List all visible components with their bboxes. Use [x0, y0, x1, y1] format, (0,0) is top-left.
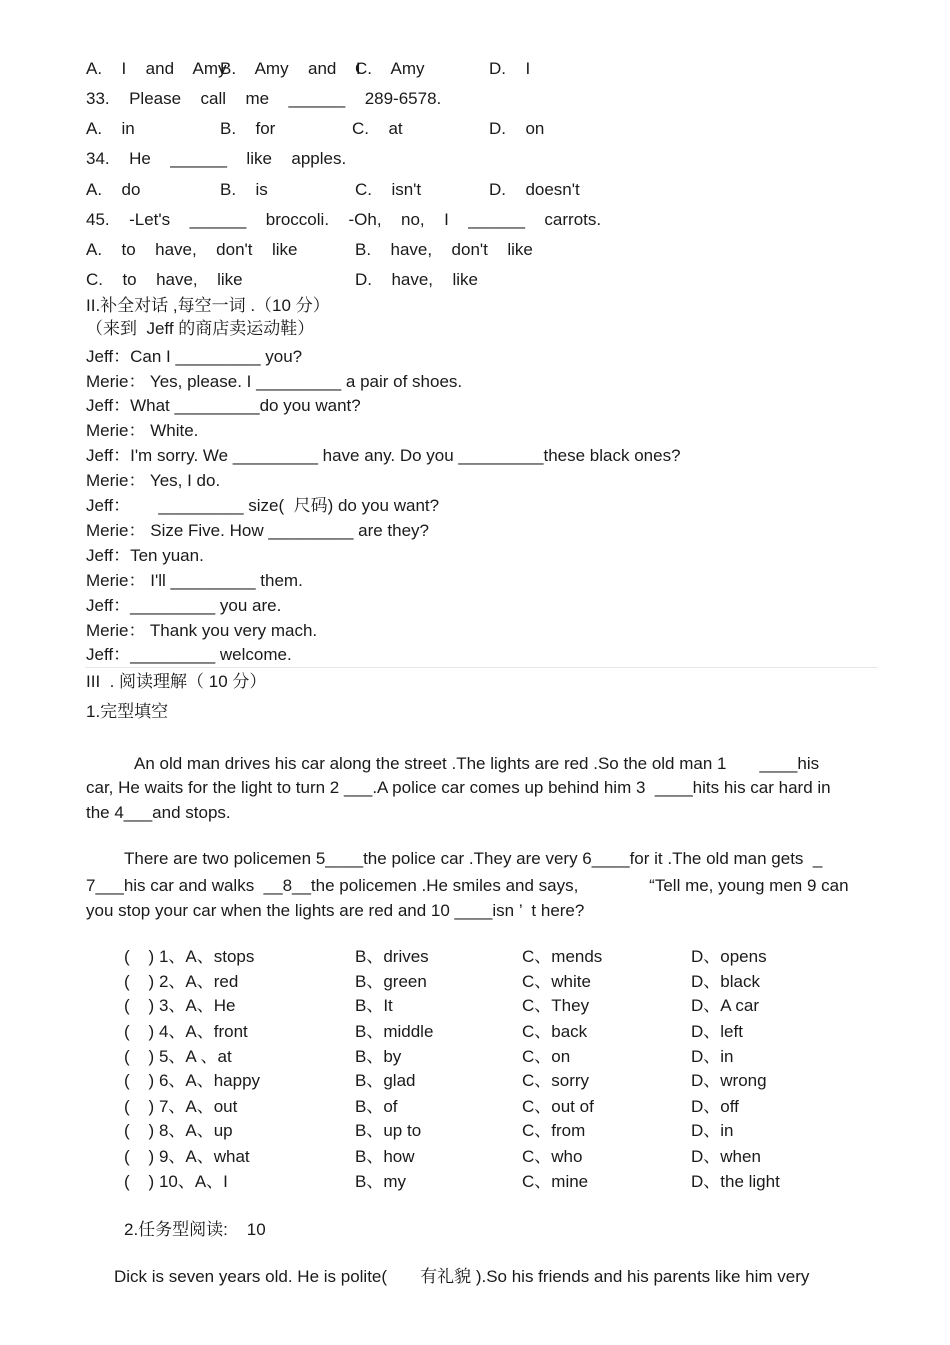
choice-q-a: ( ) 4、A、front	[124, 1022, 248, 1041]
choice-d: D、wrong	[691, 1071, 767, 1090]
choice-q-a: ( ) 7、A、out	[124, 1097, 238, 1116]
q45-option-d: D. have, like	[355, 270, 478, 289]
choice-b: B、how	[355, 1147, 415, 1166]
choice-q-a: ( ) 10、A、I	[124, 1172, 228, 1191]
divider	[85, 667, 878, 668]
cloze-para2-line: There are two policemen 5____the police car .They are very 6____for it .The old man gets _	[124, 849, 823, 868]
choice-q-a: ( ) 3、A、He	[124, 996, 236, 1015]
q33-option-b: B. for	[220, 119, 276, 138]
cloze-para1-line: An old man drives his car along the street .The lights are red .So the old man 1 ____his	[134, 754, 820, 773]
dialogue-line: Jeff：I'm sorry. We _________ have any. Do you _________these black ones?	[86, 446, 681, 465]
q32-option-a: A. I and Amy	[86, 59, 227, 78]
choice-c: C、mine	[522, 1172, 589, 1191]
choice-b: B、by	[355, 1047, 402, 1066]
q33-option-d: D. on	[489, 119, 545, 138]
choice-d: D、the light	[691, 1172, 780, 1191]
q34-option-c: C. isn't	[355, 180, 422, 199]
choice-q-a: ( ) 9、A、what	[124, 1147, 250, 1166]
dialogue-line: Merie： Size Five. How _________ are they?	[86, 521, 430, 540]
dialogue-line: Jeff：Ten yuan.	[86, 546, 204, 565]
choice-c: C、mends	[522, 947, 603, 966]
dialogue-line: Merie： Yes, I do.	[86, 471, 221, 490]
choice-c: C、on	[522, 1047, 571, 1066]
choice-c: C、sorry	[522, 1071, 590, 1090]
choice-c: C、white	[522, 972, 591, 991]
q34-option-d: D. doesn't	[489, 180, 580, 199]
q33-stem: 33. Please call me ______ 289-6578.	[86, 89, 442, 108]
q32-option-b: B. Amy and I	[220, 59, 361, 78]
choice-c: C、back	[522, 1022, 588, 1041]
choice-q-a: ( ) 6、A、happy	[124, 1071, 261, 1090]
q34-stem: 34. He ______ like apples.	[86, 149, 347, 168]
task-reading-title: 2.任务型阅读: 10	[124, 1220, 266, 1239]
q33-option-c: C. at	[352, 119, 403, 138]
task-reading-text: Dick is seven years old. He is polite( 有礼貌 ).So his friends and his parents like him very	[114, 1267, 810, 1286]
section2-subtitle: （来到 Jeff 的商店卖运动鞋）	[86, 319, 315, 338]
cloze-para2-line: you stop your car when the lights are red and 10 ____isn ’ t here?	[86, 901, 585, 920]
choice-c: C、They	[522, 996, 590, 1015]
choice-q-a: ( ) 1、A、stops	[124, 947, 255, 966]
choice-b: B、middle	[355, 1022, 434, 1041]
choice-b: B、my	[355, 1172, 406, 1191]
choice-b: B、up to	[355, 1121, 422, 1140]
choice-b: B、glad	[355, 1071, 416, 1090]
choice-d: D、off	[691, 1097, 739, 1116]
q32-option-d: D. I	[489, 59, 531, 78]
dialogue-line: Merie： Yes, please. I _________ a pair of shoes.	[86, 372, 463, 391]
q45-option-c: C. to have, like	[86, 270, 243, 289]
q34-option-b: B. is	[220, 180, 268, 199]
choice-d: D、in	[691, 1121, 734, 1140]
choice-q-a: ( ) 2、A、red	[124, 972, 239, 991]
dialogue-line: Jeff：_________ welcome.	[86, 645, 292, 664]
dialogue-line: Merie： I'll _________ them.	[86, 571, 303, 590]
cloze-para2-line: 7___his car and walks __8__the policemen .He smiles and says, “Tell me, young men 9 can	[86, 876, 849, 895]
choice-d: D、opens	[691, 947, 767, 966]
dialogue-line: Jeff：Can I _________ you?	[86, 347, 303, 366]
choice-b: B、It	[355, 996, 393, 1015]
choice-d: D、when	[691, 1147, 761, 1166]
choice-d: D、A car	[691, 996, 760, 1015]
choice-q-a: ( ) 5、A 、at	[124, 1047, 232, 1066]
q33-option-a: A. in	[86, 119, 135, 138]
dialogue-line: Jeff： _________ size( 尺码) do you want?	[86, 496, 440, 515]
dialogue-line: Merie： White.	[86, 421, 199, 440]
choice-d: D、left	[691, 1022, 743, 1041]
dialogue-line: Jeff：_________ you are.	[86, 596, 282, 615]
choice-c: C、who	[522, 1147, 583, 1166]
choice-b: B、drives	[355, 947, 429, 966]
q34-option-a: A. do	[86, 180, 141, 199]
cloze-title: 1.完型填空	[86, 702, 169, 721]
q45-option-a: A. to have, don't like	[86, 240, 298, 259]
dialogue-line: Jeff：What _________do you want?	[86, 396, 361, 415]
dialogue-line: Merie： Thank you very mach.	[86, 621, 318, 640]
choice-d: D、in	[691, 1047, 734, 1066]
section3-title: III . 阅读理解（ 10 分）	[86, 672, 267, 691]
cloze-para1-line: car, He waits for the light to turn 2 ___.A police car comes up behind him 3 ____hits his car hard in	[86, 778, 831, 797]
choice-c: C、from	[522, 1121, 586, 1140]
choice-b: B、of	[355, 1097, 398, 1116]
section2-title: II.补全对话 ,每空一词 .（10 分）	[86, 296, 330, 315]
cloze-para1-line: the 4___and stops.	[86, 803, 231, 822]
choice-c: C、out of	[522, 1097, 594, 1116]
choice-b: B、green	[355, 972, 427, 991]
q45-option-b: B. have, don't like	[355, 240, 533, 259]
q45-stem: 45. -Let's ______ broccoli. -Oh, no, I ______ carrots.	[86, 210, 602, 229]
choice-q-a: ( ) 8、A、up	[124, 1121, 233, 1140]
choice-d: D、black	[691, 972, 760, 991]
q32-option-c: C. Amy	[355, 59, 425, 78]
